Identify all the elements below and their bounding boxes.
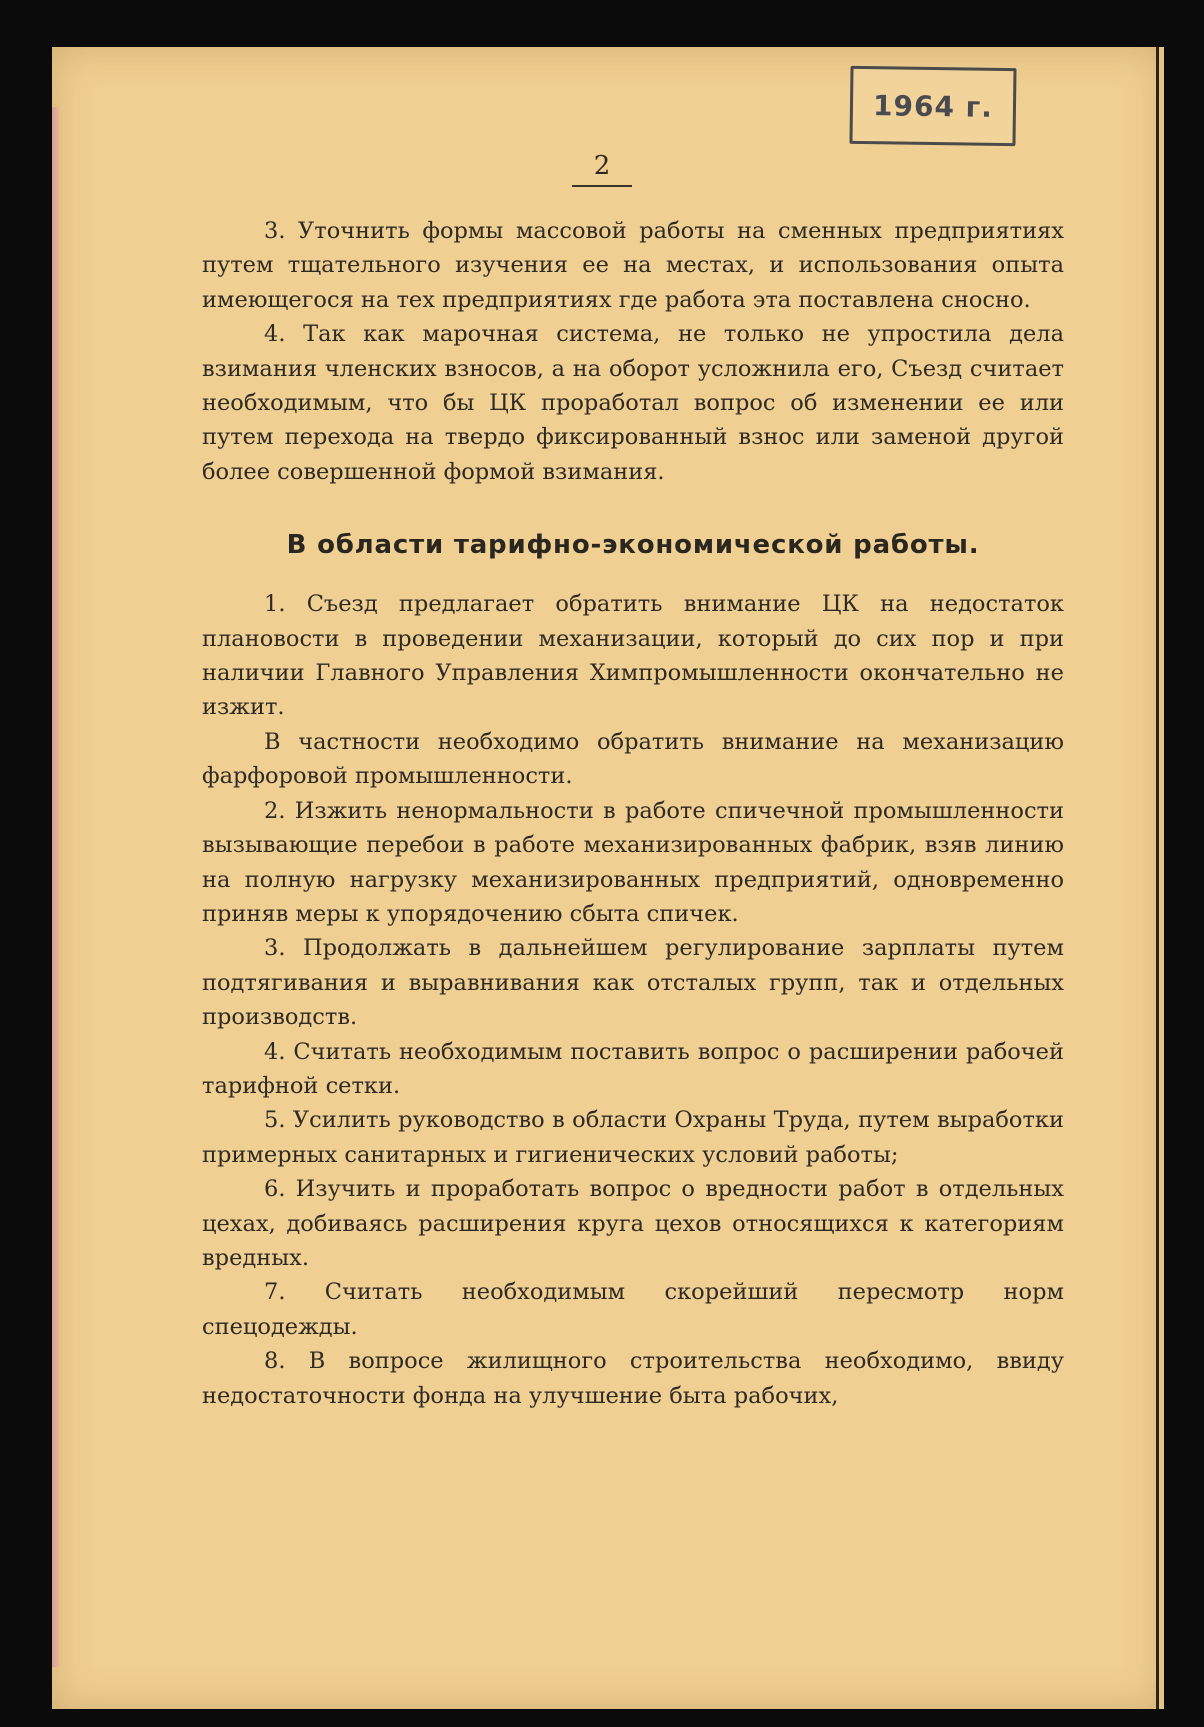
paragraph: 4. Так как марочная система, не только не упростила дела взимания членских взносов, а на оборот усложнила его, Съезд считает необходимым, что бы ЦК проработал вопрос об изменении ее или путем перехода на твердо фиксированный взнос или заменой другой более совершенной формой взимания. [202, 321, 1064, 485]
paragraph: 2. Изжить ненормальности в работе спичечной промышленности вызывающие перебои в работе механизированных фабрик, взяв линию на полную нагрузку механизированных предприятий, одновременно приняв меры к упорядочению сбыта спичек. [202, 797, 1064, 927]
section-heading: В области тарифно-экономической работы. [286, 530, 980, 561]
paragraph: 1. Съезд предлагает обратить внимание ЦК на недостаток плановости в проведении механизации, который до сих пор и при наличии Главного Управления Химпромышленности окончательно не изжит. [202, 591, 1064, 721]
paragraph: 5. Усилить руководство в области Охраны Труда, путем выработки примерных санитарных и гигиенических условий работы; [202, 1107, 1064, 1168]
paragraph: 3. Уточнить формы массовой работы на сменных предприятиях путем тщательного изучения ее на местах, и использования опыта имеющегося на тех предприятиях где работа эта поставлена сносно. [202, 218, 1064, 313]
page-number: 2 [572, 151, 632, 187]
document-page [52, 47, 1164, 1709]
paragraph: 4. Считать необходимым поставить вопрос о расширении рабочей тарифной сетки. [202, 1038, 1064, 1099]
paragraph: 3. Продолжать в дальнейшем регулирование зарплаты путем подтягивания и выравнивания как отсталых групп, так и отдельных производств. [202, 935, 1064, 1031]
page-left-edge [52, 107, 59, 1667]
date-stamp-text: 1964 г. [872, 89, 994, 124]
paragraph: 6. Изучить и проработать вопрос о вредности работ в отдельных цехах, добиваясь расширения круга цехов относящихся к категориям вредных. [202, 1176, 1064, 1271]
paragraph: 8. В вопросе жилищного строительства необходимо, ввиду недостаточности фонда на улучшение быта рабочих, [202, 1348, 1064, 1409]
paragraph: В частности необходимо обратить внимание на механизацию фарфоровой промышленности. [202, 728, 1064, 790]
paragraph: 7. Считать необходимым скорейший пересмотр норм спецодежды. [202, 1279, 1064, 1340]
document-body [202, 214, 1064, 1413]
next-page-strip [1159, 47, 1164, 1709]
date-stamp [849, 66, 1016, 146]
